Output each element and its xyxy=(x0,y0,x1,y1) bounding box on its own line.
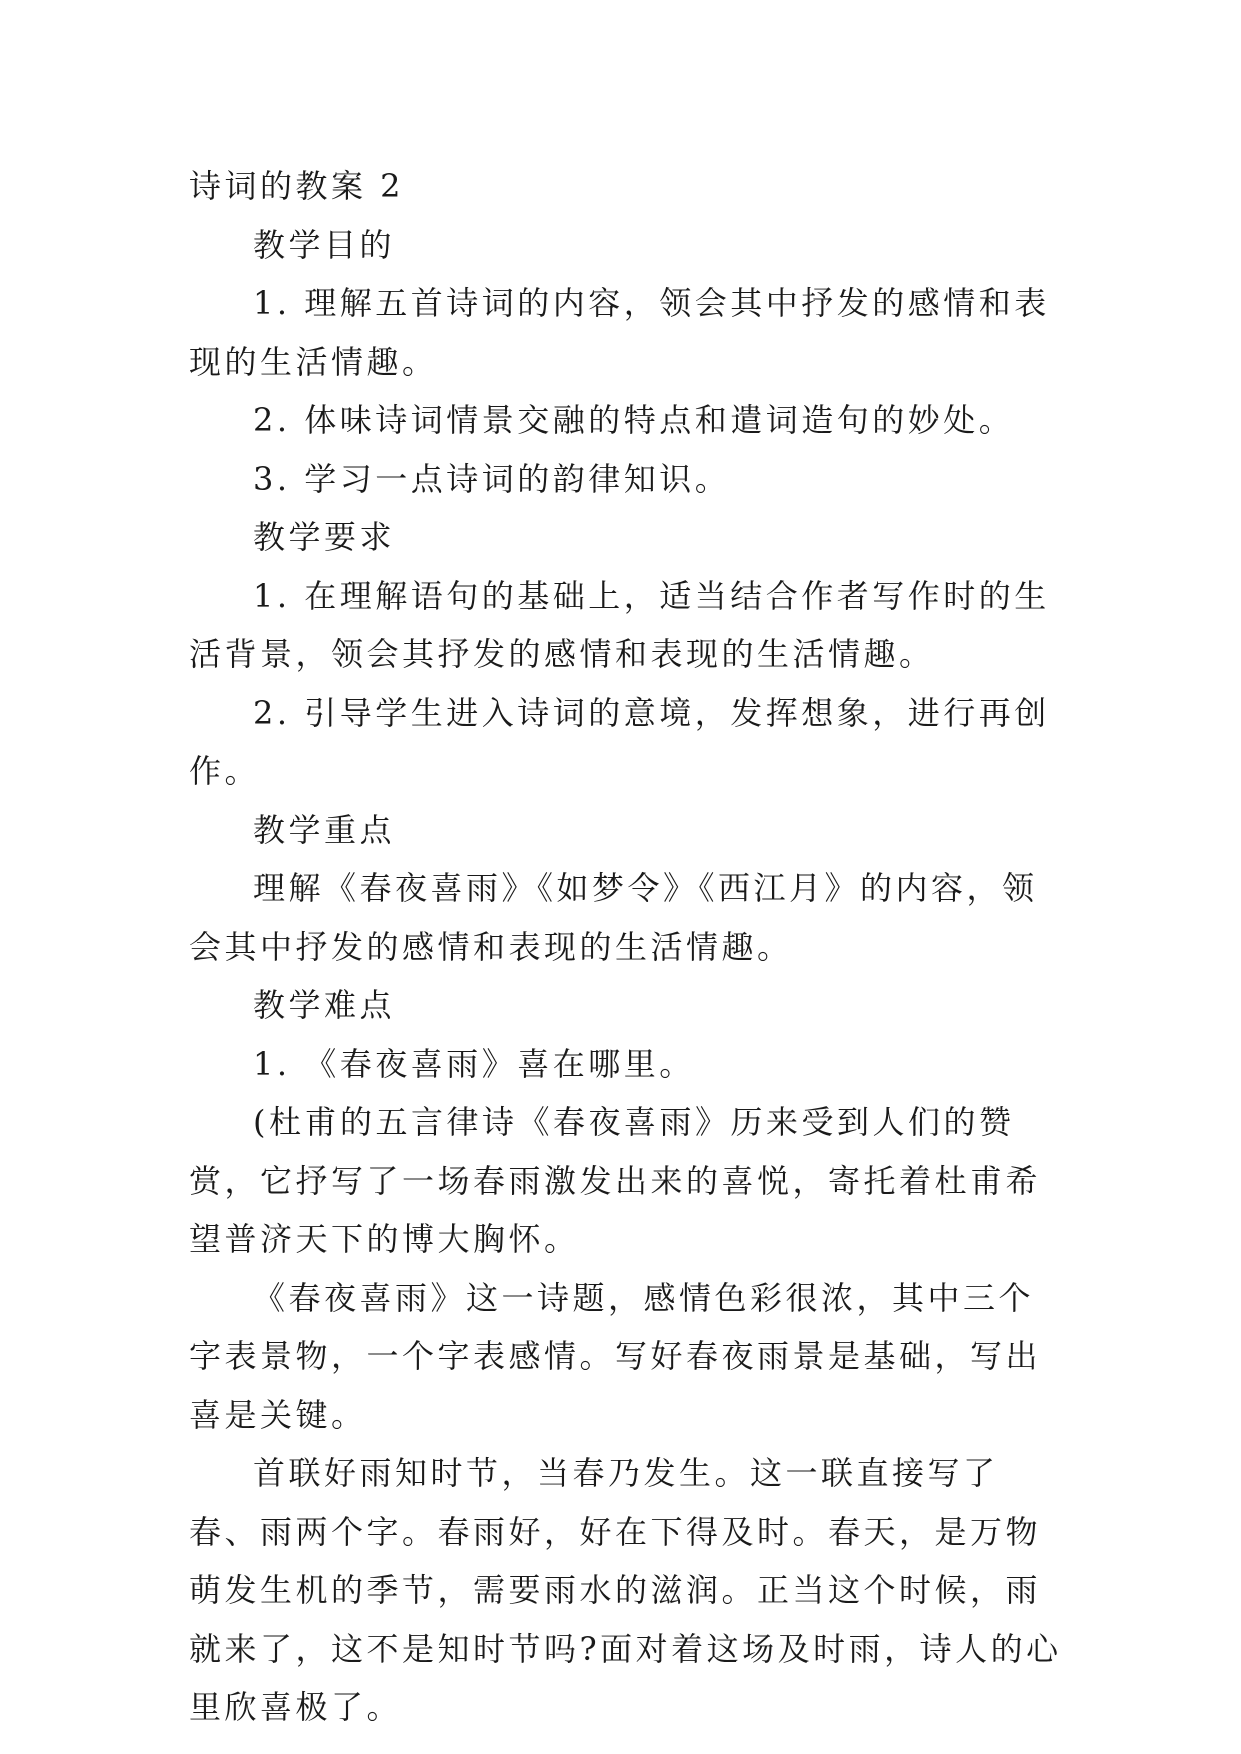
section-heading-key-points: 教学重点 xyxy=(253,810,396,849)
document-body xyxy=(189,157,1069,1737)
paragraph: 首联好雨知时节，当春乃发生。这一联直接写了春、雨两个字。春雨好，好在下得及时。春天，是万物萌发生机的季节，需要雨水的滋润。正当这个时候，雨就来了，这不是知时节吗?面对着这场及时雨，诗人的心里欣喜极了。 xyxy=(189,1454,1062,1726)
paragraph: 《春夜喜雨》这一诗题，感情色彩很浓，其中三个字表景物，一个字表感情。写好春夜雨景是基础，写出喜是关键。 xyxy=(189,1278,1042,1434)
paragraph: 理解《春夜喜雨》《如梦令》《西江月》的内容，领会其中抒发的感情和表现的生活情趣。 xyxy=(189,869,1038,966)
paragraph: 2. 体味诗词情景交融的特点和遣词造句的妙处。 xyxy=(253,401,1015,439)
paragraph: 2. 引导学生进入诗词的意境，发挥想象，进行再创作。 xyxy=(189,693,1050,790)
section-heading-difficulties: 教学难点 xyxy=(253,986,396,1024)
paragraph: 1. 《春夜喜雨》喜在哪里。 xyxy=(253,1044,695,1083)
section-heading-requirements: 教学要求 xyxy=(253,518,396,556)
paragraph: 3. 学习一点诗词的韵律知识。 xyxy=(253,459,731,498)
document-title: 诗词的教案 2 xyxy=(189,167,405,205)
paragraph: (杜甫的五言律诗《春夜喜雨》历来受到人们的赞赏，它抒写了一场春雨激发出来的喜悦，寄托着杜甫希望普济天下的博大胸怀。 xyxy=(189,1103,1042,1258)
section-heading-objectives: 教学目的 xyxy=(253,225,396,264)
paragraph: 1. 理解五首诗词的内容，领会其中抒发的感情和表现的生活情趣。 xyxy=(189,284,1050,381)
paragraph: 1. 在理解语句的基础上，适当结合作者写作时的生活背景，领会其抒发的感情和表现的生活情趣。 xyxy=(189,576,1050,673)
